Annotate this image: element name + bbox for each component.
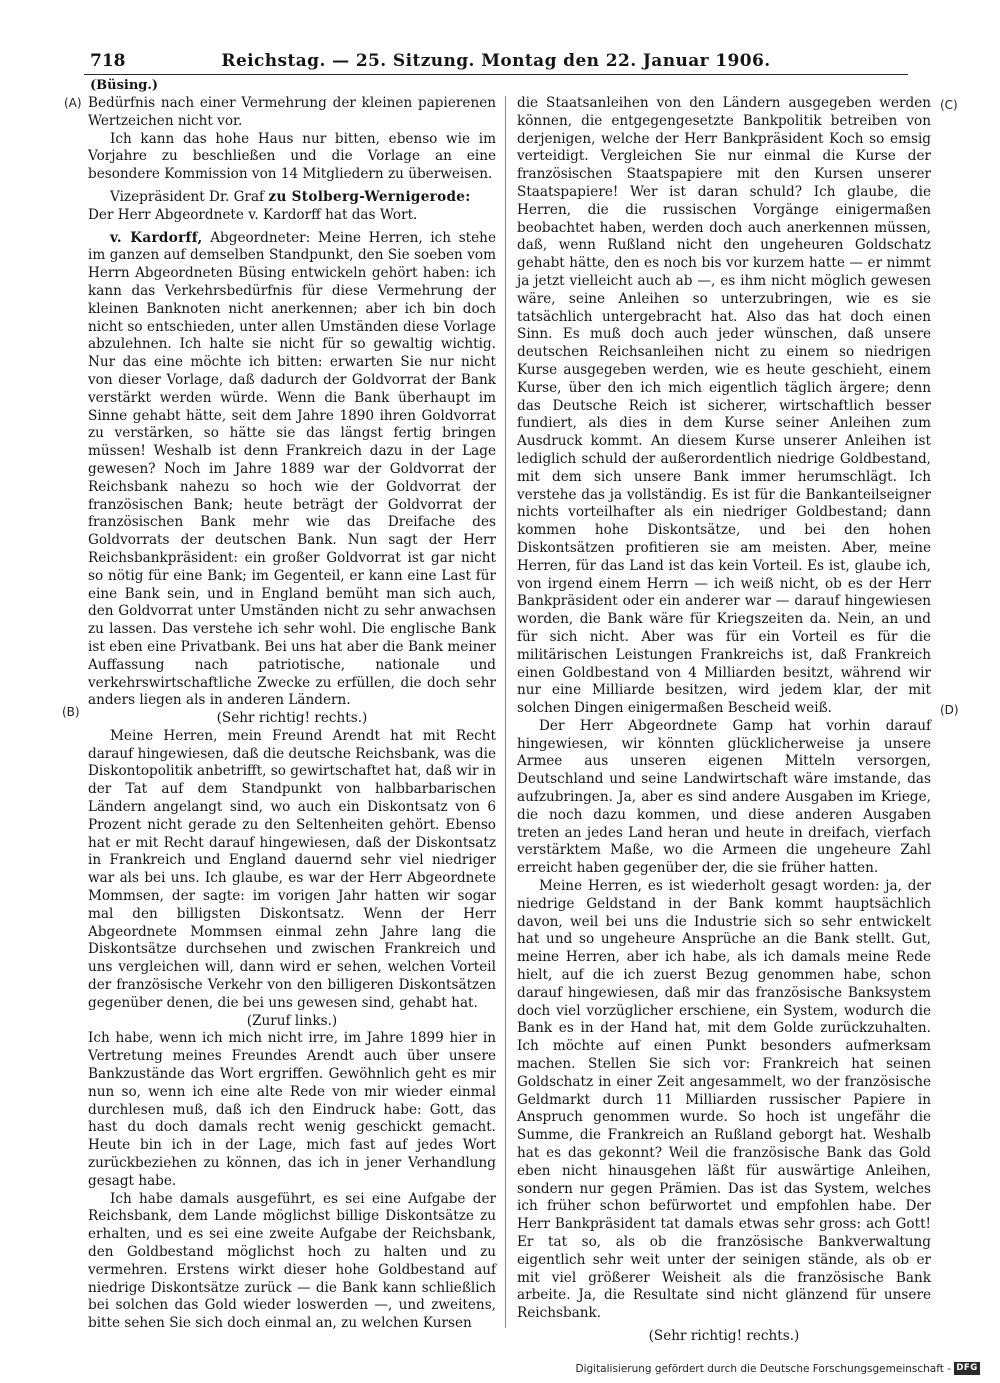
- vice-president-text: Der Herr Abgeordnete v. Kardorff hat das Wort.: [88, 206, 418, 223]
- interjection: (Sehr richtig! rechts.): [216, 710, 368, 727]
- interjection: (Zuruf links.): [246, 1012, 338, 1029]
- paragraph: Meine Herren, mein Freund Arendt hat mit Recht darauf hingewiesen, daß die deutsche Reichsbank, was die Diskontopolitik anbetrifft, so gewirtschaftet hat, daß wir in der Tat auf dem Standpunkt von halbbarbarischen Ländern angelangt sind, wo auch ein Diskontsatz von 6 Prozent nicht gerade zu den Seltenheiten gehört. Ebenso hat er mit Recht darauf hingewiesen, daß der Diskontsatz in Frankreich und England dauernd sehr viel niedriger war als bei uns. Ich glaube, es war der Herr Abgeordnete Mommsen, der sagte: im vorigen Jahr hatten wir sogar mal den billigsten Diskontsatz. Wenn der Herr Abgeordnete Mommsen einmal zehn Jahre lang die Diskontsätze durchsehen und zwischen Frankreich und uns vergleichen will, dann wird er sehen, welchen Vorteil der französische Verkehr von den billigeren Diskontsätzen gegenüber denen, die bei uns gewesen sind, gehabt hat.: [88, 727, 496, 1011]
- page-header: [84, 47, 908, 75]
- speech-text: Abgeordneter: Meine Herren, ich stehe im ganzen auf demselben Standpunkt, den Sie soeben vom Herrn Abgeordneten Büsing entwickeln gehört haben: ich kann das Verkehrsbedürfnis für diese Vermehrung der kleinen Banknoten nicht anerkennen; aber ich bin doch nicht so entschieden, unter allen Umständen diese Vorlage abzulehnen. Ich halte sie nicht für so gewaltig wichtig. Nur das eine möchte ich bitten: erwarten Sie nur nicht von dieser Vorlage, daß dadurch der Goldvorrat der Bank verstärkt werden würde. Wenn die Bank überhaupt im Sinne gehabt hätte, seit dem Jahre 1890 ihren Goldvorrat zu verstärken, so hätte sie das längst fertig bringen müssen! Weshalb ist denn Frankreich dazu in der Lage gewesen? Noch im Jahre 1889 war der Goldvorrat der Reichsbank nahezu so hoch wie der Goldvorrat der französischen Bank; heute beträgt der Goldvorrat der französischen Bank mehr wie das Dreifache des Goldvorrats der deutschen Bank. Nun sagt der Herr Reichsbankpräsident: ein großer Goldvorrat ist gar nicht so nötig für eine Bank; im Gegenteil, er kann eine Last für eine Bank sein, und in England bemüht man sich auch, den Goldvorrat unter Umständen nicht zu sehr anwachsen zu lassen. Das verstehe ich sehr wohl. Die englische Bank ist eben eine Privatbank. Bei uns hat aber die Bank meiner Auffassung nach patriotische, nationale und verkehrswirtschaftliche Zwecke zu erfüllen, die doch sehr anders liegen als in anderen Ländern.: [88, 229, 496, 709]
- column-divider: [505, 96, 506, 1328]
- footer-text: Digitalisierung gefördert durch die Deutsche Forschungsgemeinschaft -: [575, 1362, 951, 1375]
- right-column: [517, 95, 931, 1346]
- margin-mark-b: (B): [62, 705, 80, 719]
- footer-credit: [575, 1362, 980, 1375]
- paragraph: Bedürfnis nach einer Vermehrung der kleinen papierenen Wertzeichen nicht vor.: [88, 95, 496, 129]
- margin-mark-a: (A): [64, 96, 82, 110]
- paragraph: Der Herr Abgeordnete Gamp hat vorhin darauf hingewiesen, wir könnten glücklicherweise ja unsere Armee aus unseren eigenen Mitteln versorgen, Deutschland und seine Landwirtschaft wäre imstande, das aufzubringen. Ja, aber es sind andere Ausgaben im Kriege, die noch dazu kommen, und diese anderen Ausgaben treten an jedes Land heran und heute in dreifach, vierfach verstärktem Maße, wo die Armeen die ungeheure Zahl erreicht haben gegenüber der, die sie früher hatten.: [517, 717, 931, 877]
- paragraph: Meine Herren, es ist wiederholt gesagt worden: ja, der niedrige Geldstand in der Bank kommt hauptsächlich davon, weil bei uns die Industrie sich so sehr entwickelt hat und so ungeheure Ansprüche an die Bank stellt. Gut, meine Herren, aber ich habe, als ich damals meine Rede hielt, auf die ich zuerst Bezug genommen habe, schon darauf hingewiesen, daß mir das französische Banksystem doch viel vorzüglicher erschiene, ein System, wodurch die Bank es in der Hand hat, mit dem Golde zurückzuhalten. Ich möchte auf einen Punkt besonders aufmerksam machen. Stellen Sie sich vor: Frankreich hat seinen Goldschatz in einer Zeit angesammelt, wo der französische Geldmarkt durch 11 Milliarden russischer Papiere in Anspruch genommen wurde. So hoch ist ungefähr die Summe, die Frankreich an Rußland geborgt hat. Weshalb hat es das gekonnt? Weil die französische Bank das Gold eben nicht hinausgehen läßt für auswärtige Anleihen, sondern nur gegen Prämien. Das ist das System, welches ich früher schon befürwortet und empfohlen habe. Der Herr Bankpräsident tat damals etwas sehr gross: ach Gott! Er tat so, als ob die französische Bankverwaltung eigentlich sehr weit unter der seinigen stände, als ob er mit viel größerer Weisheit als die französische Bank arbeite. Ja, die Resultate sind nicht glänzend für unsere Reichsbank.: [517, 878, 931, 1322]
- speaker-name: v. Kardorff,: [110, 229, 203, 246]
- margin-mark-c: (C): [940, 98, 958, 112]
- margin-mark-d: (D): [940, 703, 959, 717]
- interjection: (Sehr richtig! rechts.): [648, 1327, 800, 1344]
- paragraph: Ich habe damals ausgeführt, es sei eine Aufgabe der Reichsbank, dem Lande möglichst billige Diskontsätze zu erhalten, und es sei eine zweite Aufgabe der Reichsbank, den Goldbestand möglichst hoch zu halten und zu vermehren. Erstens wirkt dieser hohe Goldbestand auf niedrige Diskontsätze zurück — die Bank kann schließlich bei solchen das Gold wieder loswerden —, und zweitens, bitte sehen Sie sich doch einmal an, zu welchen Kursen: [88, 1190, 496, 1332]
- speech-kardorff: [88, 230, 496, 711]
- vice-president-title: Vizepräsident Dr. Graf: [110, 188, 265, 205]
- paragraph: Ich habe, wenn ich mich nicht irre, im Jahre 1899 hier in Vertretung meines Freundes Arendt auch über unsere Bankzustände das Wort ergriffen. Gewöhnlich geht es mir nun so, wenn ich eine alte Rede von mir wieder einmal durchlesen muß, daß ich den Eindruck habe: Gott, das hast du doch damals recht wenig geschickt gemacht. Heute bin ich in der Lage, mich fast auf jedes Wort zurückbeziehen zu können, das ich in jener Verhandlung gesagt habe.: [88, 1030, 496, 1189]
- left-column: [88, 95, 496, 1333]
- speaker-continuation: (Büsing.): [90, 78, 159, 93]
- vice-president-name: zu Stolberg-Wernigerode:: [268, 188, 471, 205]
- page-number: 718: [90, 51, 126, 71]
- dfg-logo: DFG: [954, 1362, 980, 1375]
- paragraph: Ich kann das hohe Haus nur bitten, ebenso wie im Vorjahre zu beschließen und die Vorlage an eine besondere Kommission von 14 Mitgliedern zu überweisen.: [88, 130, 496, 183]
- running-title: Reichstag. — 25. Sitzung. Montag den 22. Januar 1906.: [221, 51, 771, 71]
- paragraph: die Staatsanleihen von den Ländern ausgegeben werden können, die entgegengesetzte Bankpolitik betreiben von derjenigen, welche der Herr Bankpräsident Koch so emsig verteidigt. Vergleichen Sie nur einmal die Kurse der französischen Staatspapiere mit den Kursen unserer Staatspapiere! Wer ist daran schuld? Ich glaube, die Herren, die die russischen Vorgänge einigermaßen beobachtet haben, werden doch auch anerkennen müssen, daß, wenn Rußland nicht den ungeheuren Goldschatz gehabt hätte, den es noch bis vor kurzem hatte — er nimmt ja jetzt vielleicht auch ab —, es ihm nicht möglich gewesen wäre, seine Anleihen so unterzubringen, wie es sie tatsächlich untergebracht hat. Also das hat doch einen Sinn. Es muß doch auch jeder wünschen, daß unsere deutschen Reichsanleihen nicht zu einem so niedrigen Kurse ausgegeben werden, wie es heute geschieht, einem Kurse, über den ich mich eigentlich täglich ärgere; denn das Deutsche Reich ist sicherer, wirtschaftlich besser fundiert, als dies in dem Kurse seiner Anleihen zum Ausdruck kommt. An diesem Kurse unserer Anleihen ist lediglich schuld der außerordentlich niedrige Goldbestand, mit dem sich unsere Bank immer herumschlägt. Ich verstehe das ja vollständig. Es ist für die Bankanteilseigner nichts vorteilhafter als ein niedriger Goldbestand; dann kommen hohe Diskontsätze, und bei den hohen Diskontsätzen profitieren sie am meisten. Aber, meine Herren, für das Land ist das kein Vorteil. Es ist, glaube ich, von irgend einem Herrn — ich weiß nicht, ob es der Herr Bankpräsident oder ein anderer war — darauf hingewiesen worden, die Bank wäre für Kriegszeiten da. Nein, an und für sich nicht. Aber was für ein Vorteil es für die militärischen Leistungen Frankreichs ist, daß Frankreich einen Goldbestand von 4 Milliarden besitzt, während wir nur eine Milliarde besitzen, wird jedem klar, der mit solchen Dingen einigermaßen Bescheid weiß.: [517, 95, 931, 717]
- vice-president-line: [88, 189, 496, 225]
